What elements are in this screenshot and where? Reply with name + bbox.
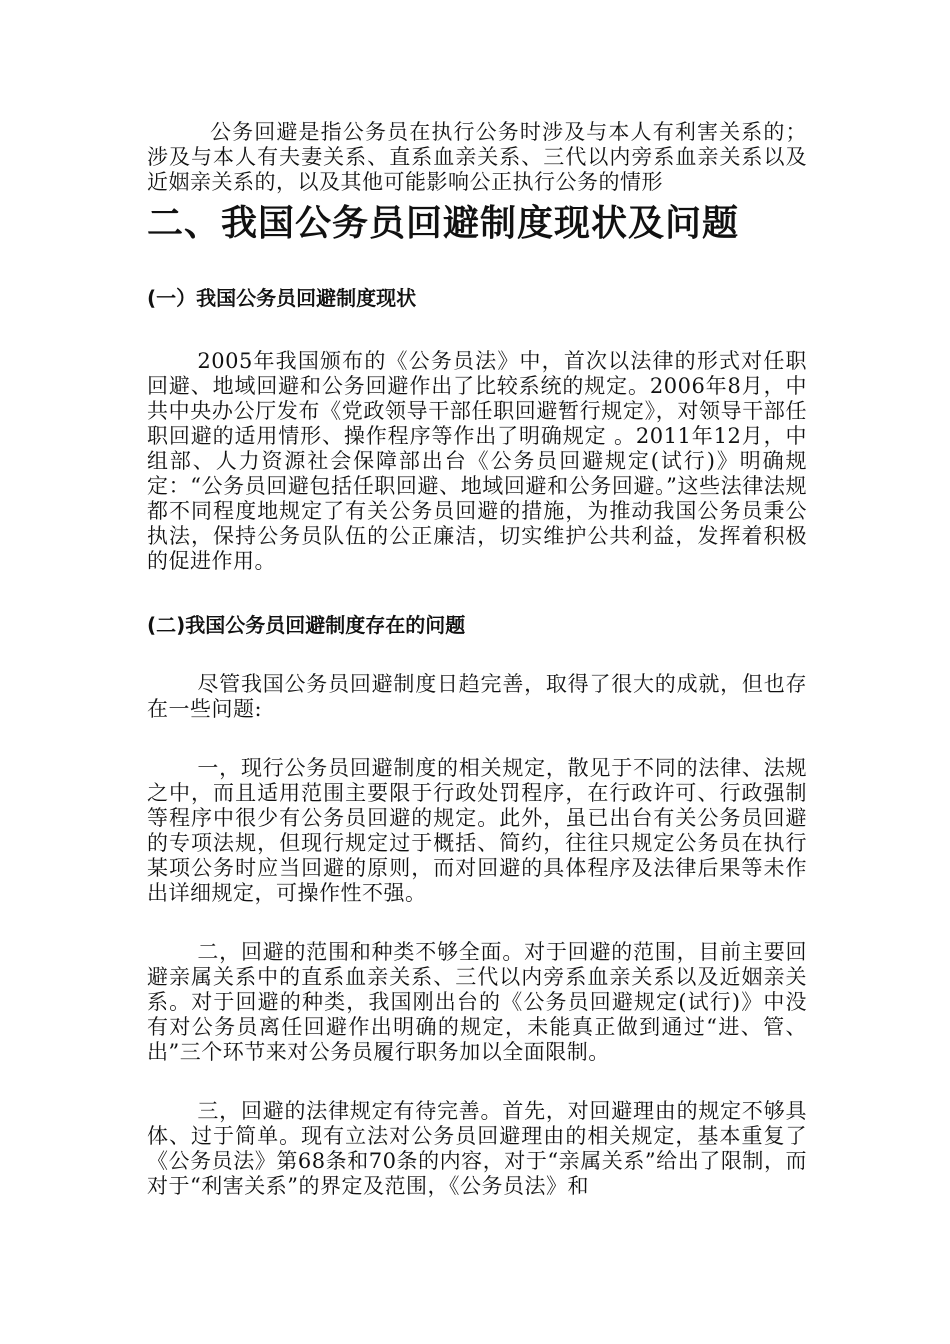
- section-heading: 二、我国公务员回避制度现状及问题: [147, 203, 740, 244]
- problem-point-3: 三，回避的法律规定有待完善。首先，对回避理由的规定不够具体、过于简单。现有立法对公务员回避理由的相关规定，基本重复了《公务员法》第68条和70条的内容，对于“亲属关系”给出了限制，而对于“利害关系”的界定及范围，《公务员法》和: [147, 1099, 807, 1198]
- problem-point-1: 一，现行公务员回避制度的相关规定，散见于不同的法律、法规之中，而且适用范围主要限于行政处罚程序，在行政许可、行政强制等程序中很少有公务员回避的规定。此外，虽已出台有关公务员回避的专项法规，但现行规定过于概括、简约，往往只规定公务员在执行某项公务时应当回避的原则，而对回避的具体程序及法律后果等未作出详细规定，可操作性不强。: [147, 756, 807, 905]
- subsection2-heading: (二)我国公务员回避制度存在的问题: [147, 613, 466, 637]
- problem-point-2: 二，回避的范围和种类不够全面。对于回避的范围，目前主要回避亲属关系中的直系血亲关系、三代以内旁系血亲关系以及近姻亲关系。对于回避的种类，我国刚出台的《公务员回避规定(试行)》中没有对公务员离任回避作出明确的规定，未能真正做到通过“进、管、出”三个环节来对公务员履行职务加以全面限制。: [147, 940, 807, 1064]
- subsection1-paragraph: 2005年我国颁布的《公务员法》中，首次以法律的形式对任职回避、地域回避和公务回避作出了比较系统的规定。2006年8月，中共中央办公厅发布《党政领导干部任职回避暂行规定》，对领导干部任职回避的适用情形、操作程序等作出了明确规定 。2011年12月，中组部、人力资源社会保障部出台《公务员回避规定(试行)》明确规定：“公务员回避包括任职回避、地域回避和公务回避。”这些法律法规都不同程度地规定了有关公务员回避的措施，为推动我国公务员秉公执法，保持公务员队伍的公正廉洁，切实维护公共利益，发挥着积极的促进作用。: [147, 349, 807, 573]
- subsection1-heading: (一）我国公务员回避制度现状: [147, 286, 417, 310]
- subsection2-intro: 尽管我国公务员回避制度日趋完善，取得了很大的成就，但也存在一些问题:: [147, 672, 807, 721]
- document-page: [147, 120, 807, 1199]
- intro-paragraph: 公务回避是指公务员在执行公务时涉及与本人有利害关系的；涉及与本人有夫妻关系、直系血亲关系、三代以内旁系血亲关系以及近姻亲关系的，以及其他可能影响公正执行公务的情形: [147, 120, 807, 194]
